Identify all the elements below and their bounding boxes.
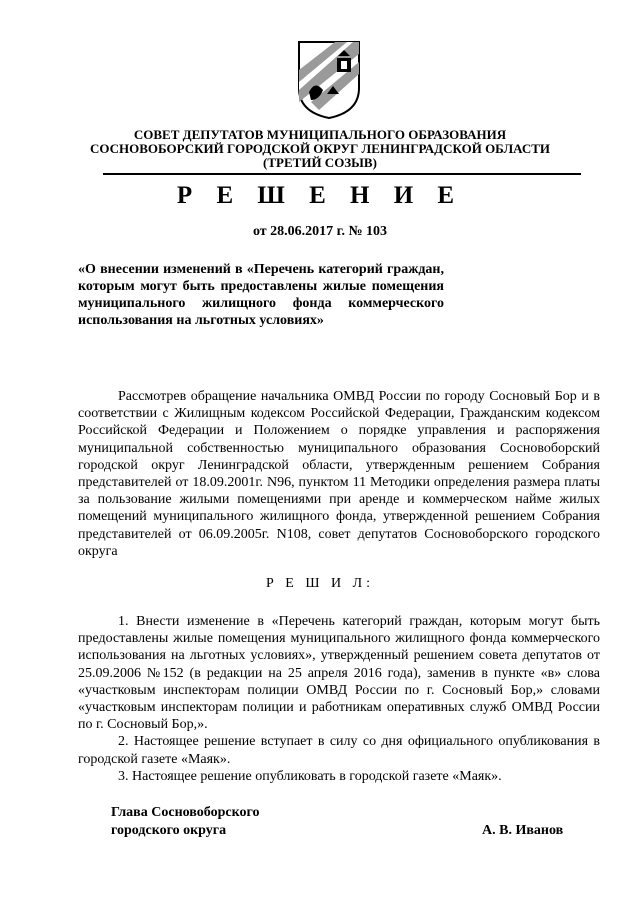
- preamble-paragraph: Рассмотрев обращение начальника ОМВД России по городу Сосновый Бор и в соответствии с Жилищным кодексом Российской Федерации, Гражданским кодексом Российской Федерации и Положением о порядке управления и распоряжения муниципальной собственностью муниципального образования Сосновоборский городской округ Ленинградской области, утвержденным решением Собрания представителей от 18.09.2001г. N96, пунктом 11 Методики определения размера платы за пользование жилыми помещениями при аренде и коммерческом найме жилых помещений муниципального жилищного фонда, утвержденной решением Собрания представителей от 06.09.2005г. N108, совет депутатов Сосновоборского городского округа: [78, 389, 600, 559]
- decision-points: [78, 613, 600, 785]
- signatory-title-line2: городского округа: [111, 823, 227, 838]
- decision-point-3: 3. Настоящее решение опубликовать в городской газете «Маяк».: [118, 768, 502, 784]
- date-and-number: от 28.06.2017 г. № 103: [252, 224, 388, 239]
- decided-heading: Р Е Ш И Л:: [266, 576, 374, 591]
- header-divider: [103, 173, 581, 175]
- document-title: Р Е Ш Е Н И Е: [176, 182, 464, 209]
- signatory-name: А. В. Иванов: [482, 823, 564, 838]
- council-name-line2: СОСНОВОБОРСКИЙ ГОРОДСКОЙ ОКРУГ ЛЕНИНГРАДСКОЙ ОБЛАСТИ: [89, 141, 551, 156]
- decision-subject: «О внесении изменений в «Перечень категорий граждан, которым могут быть предоставлены жилые помещения муниципального жилищного фонда коммерческого использования на льготных условиях»: [78, 262, 444, 328]
- coat-of-arms-icon: [297, 40, 361, 120]
- decision-point-1: 1. Внести изменение в «Перечень категорий граждан, которым могут быть предоставлены жилые помещения муниципального жилищного фонда коммерческого использования на льготных условиях», утвержденный решением совета депутатов от 25.09.2006 №152 (в редакции на 25 апреля 2016 года), заменив в пункте «в» слова «участковым инспекторам полиции ОМВД России по г. Сосновый Бор,» словами «участковым инспекторам полиции и работникам оперативных служб ОМВД России по г. Сосновый Бор,».: [78, 614, 600, 733]
- council-name-line1: СОВЕТ ДЕПУТАТОВ МУНИЦИПАЛЬНОГО ОБРАЗОВАНИЯ: [133, 127, 507, 142]
- preamble-block: [78, 388, 600, 560]
- convocation-line: (ТРЕТИЙ СОЗЫВ): [263, 155, 377, 170]
- signatory-title-line1: Глава Сосновоборского: [111, 805, 260, 820]
- decision-point-2: 2. Настоящее решение вступает в силу со дня официального опубликования в городской газете «Маяк».: [78, 734, 600, 767]
